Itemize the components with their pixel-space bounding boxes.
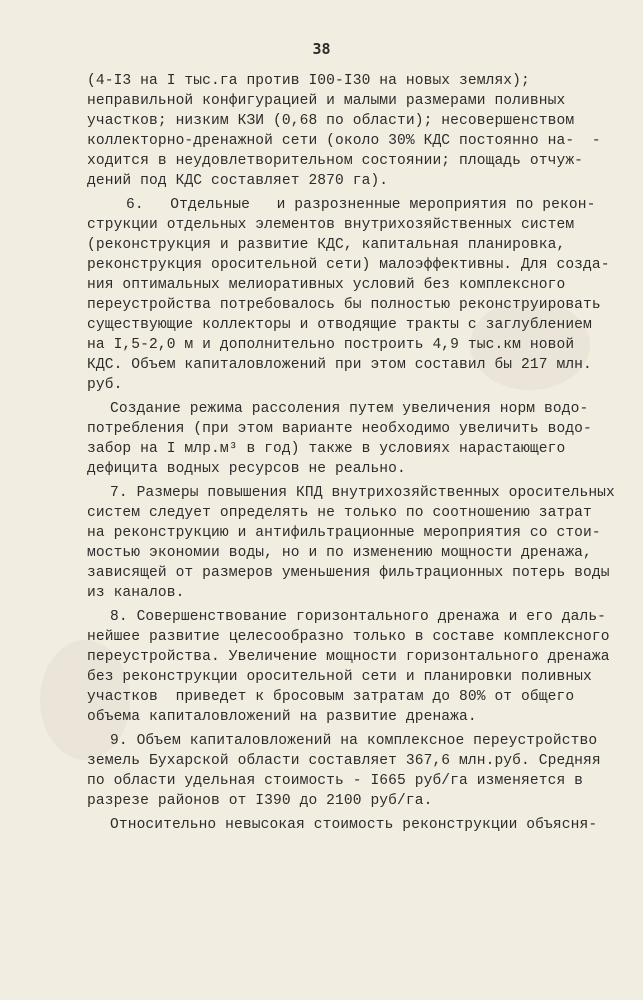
text-line: руб. [87,377,123,393]
text-line: мостью экономии воды, но и по изменению мощности дренажа, [87,545,592,561]
text-line: участков приведет к бросовым затратам до 80% от общего [87,689,575,705]
text-line: из каналов. [87,585,185,601]
text-line: реконструкция оросительной сети) малоэффективны. Для созда- [87,257,610,273]
text-line: систем следует определять не только по соотношению затрат [87,505,592,521]
text-line: разрезе районов от I390 до 2100 руб/га. [87,793,433,809]
text-line: ходится в неудовлетворительном состоянии; площадь отчуж- [87,153,584,169]
text-line: существующие коллекторы и отводящие тракты с заглублением [87,317,592,333]
text-line: нейшее развитие целесообразно только в составе комплексного [87,629,610,645]
text-line: 9. Объем капиталовложений на комплексное переустройство [110,733,598,749]
text-line: ния оптимальных мелиоративных условий без комплексного [87,277,566,293]
text-line: неправильной конфигурацией и малыми размерами поливных [87,93,566,109]
text-line: зависящей от размеров уменьшения фильтрационных потерь воды [87,565,610,581]
text-line: коллекторно-дренажной сети (около 30% КДС постоянно на- - [87,133,601,149]
text-line: земель Бухарской области составляет 367,6 млн.руб. Средняя [87,753,601,769]
text-line: потребления (при этом варианте необходимо увеличить водо- [87,421,592,437]
text-line: дений под КДС составляет 2870 га). [87,173,389,189]
text-line: дефицита водных ресурсов не реально. [87,461,406,477]
text-line: участков; низким КЗИ (0,68 по области); несовершенством [87,113,575,129]
text-line: на I,5-2,0 м и дополнительно построить 4,9 тыс.км новой [87,337,575,353]
text-line: забор на I млр.м³ в год) также в условиях нарастающего [87,441,566,457]
text-line: 7. Размеры повышения КПД внутрихозяйственных оросительных [110,485,615,501]
text-line: по области удельная стоимость - I665 руб/га изменяется в [87,773,584,789]
text-line: Создание режима рассоления путем увеличения норм водо- [110,401,589,417]
page-number: 38 [312,40,331,58]
text-line: переустройства потребовалось бы полностью реконструировать [87,297,601,313]
text-line: 6. Отдельные и разрозненные мероприятия по рекон- [126,197,596,213]
text-line: Относительно невысокая стоимость реконструкции объясня- [110,817,598,833]
text-line: 8. Совершенствование горизонтального дренажа и его даль- [110,609,607,625]
text-line: (4-I3 на I тыс.га против I00-I30 на новых землях); [87,73,530,89]
text-line: переустройства. Увеличение мощности горизонтального дренажа [87,649,610,665]
text-line: на реконструкцию и антифильтрационные мероприятия со стои- [87,525,601,541]
text-line: объема капиталовложений на развитие дренажа. [87,709,477,725]
text-line: (реконструкция и развитие КДС, капитальная планировка, [87,237,566,253]
text-line: без реконструкции оросительной сети и планировки поливных [87,669,592,685]
text-line: КДС. Объем капиталовложений при этом составил бы 217 млн. [87,357,592,373]
text-line: струкции отдельных элементов внутрихозяйственных систем [87,217,575,233]
